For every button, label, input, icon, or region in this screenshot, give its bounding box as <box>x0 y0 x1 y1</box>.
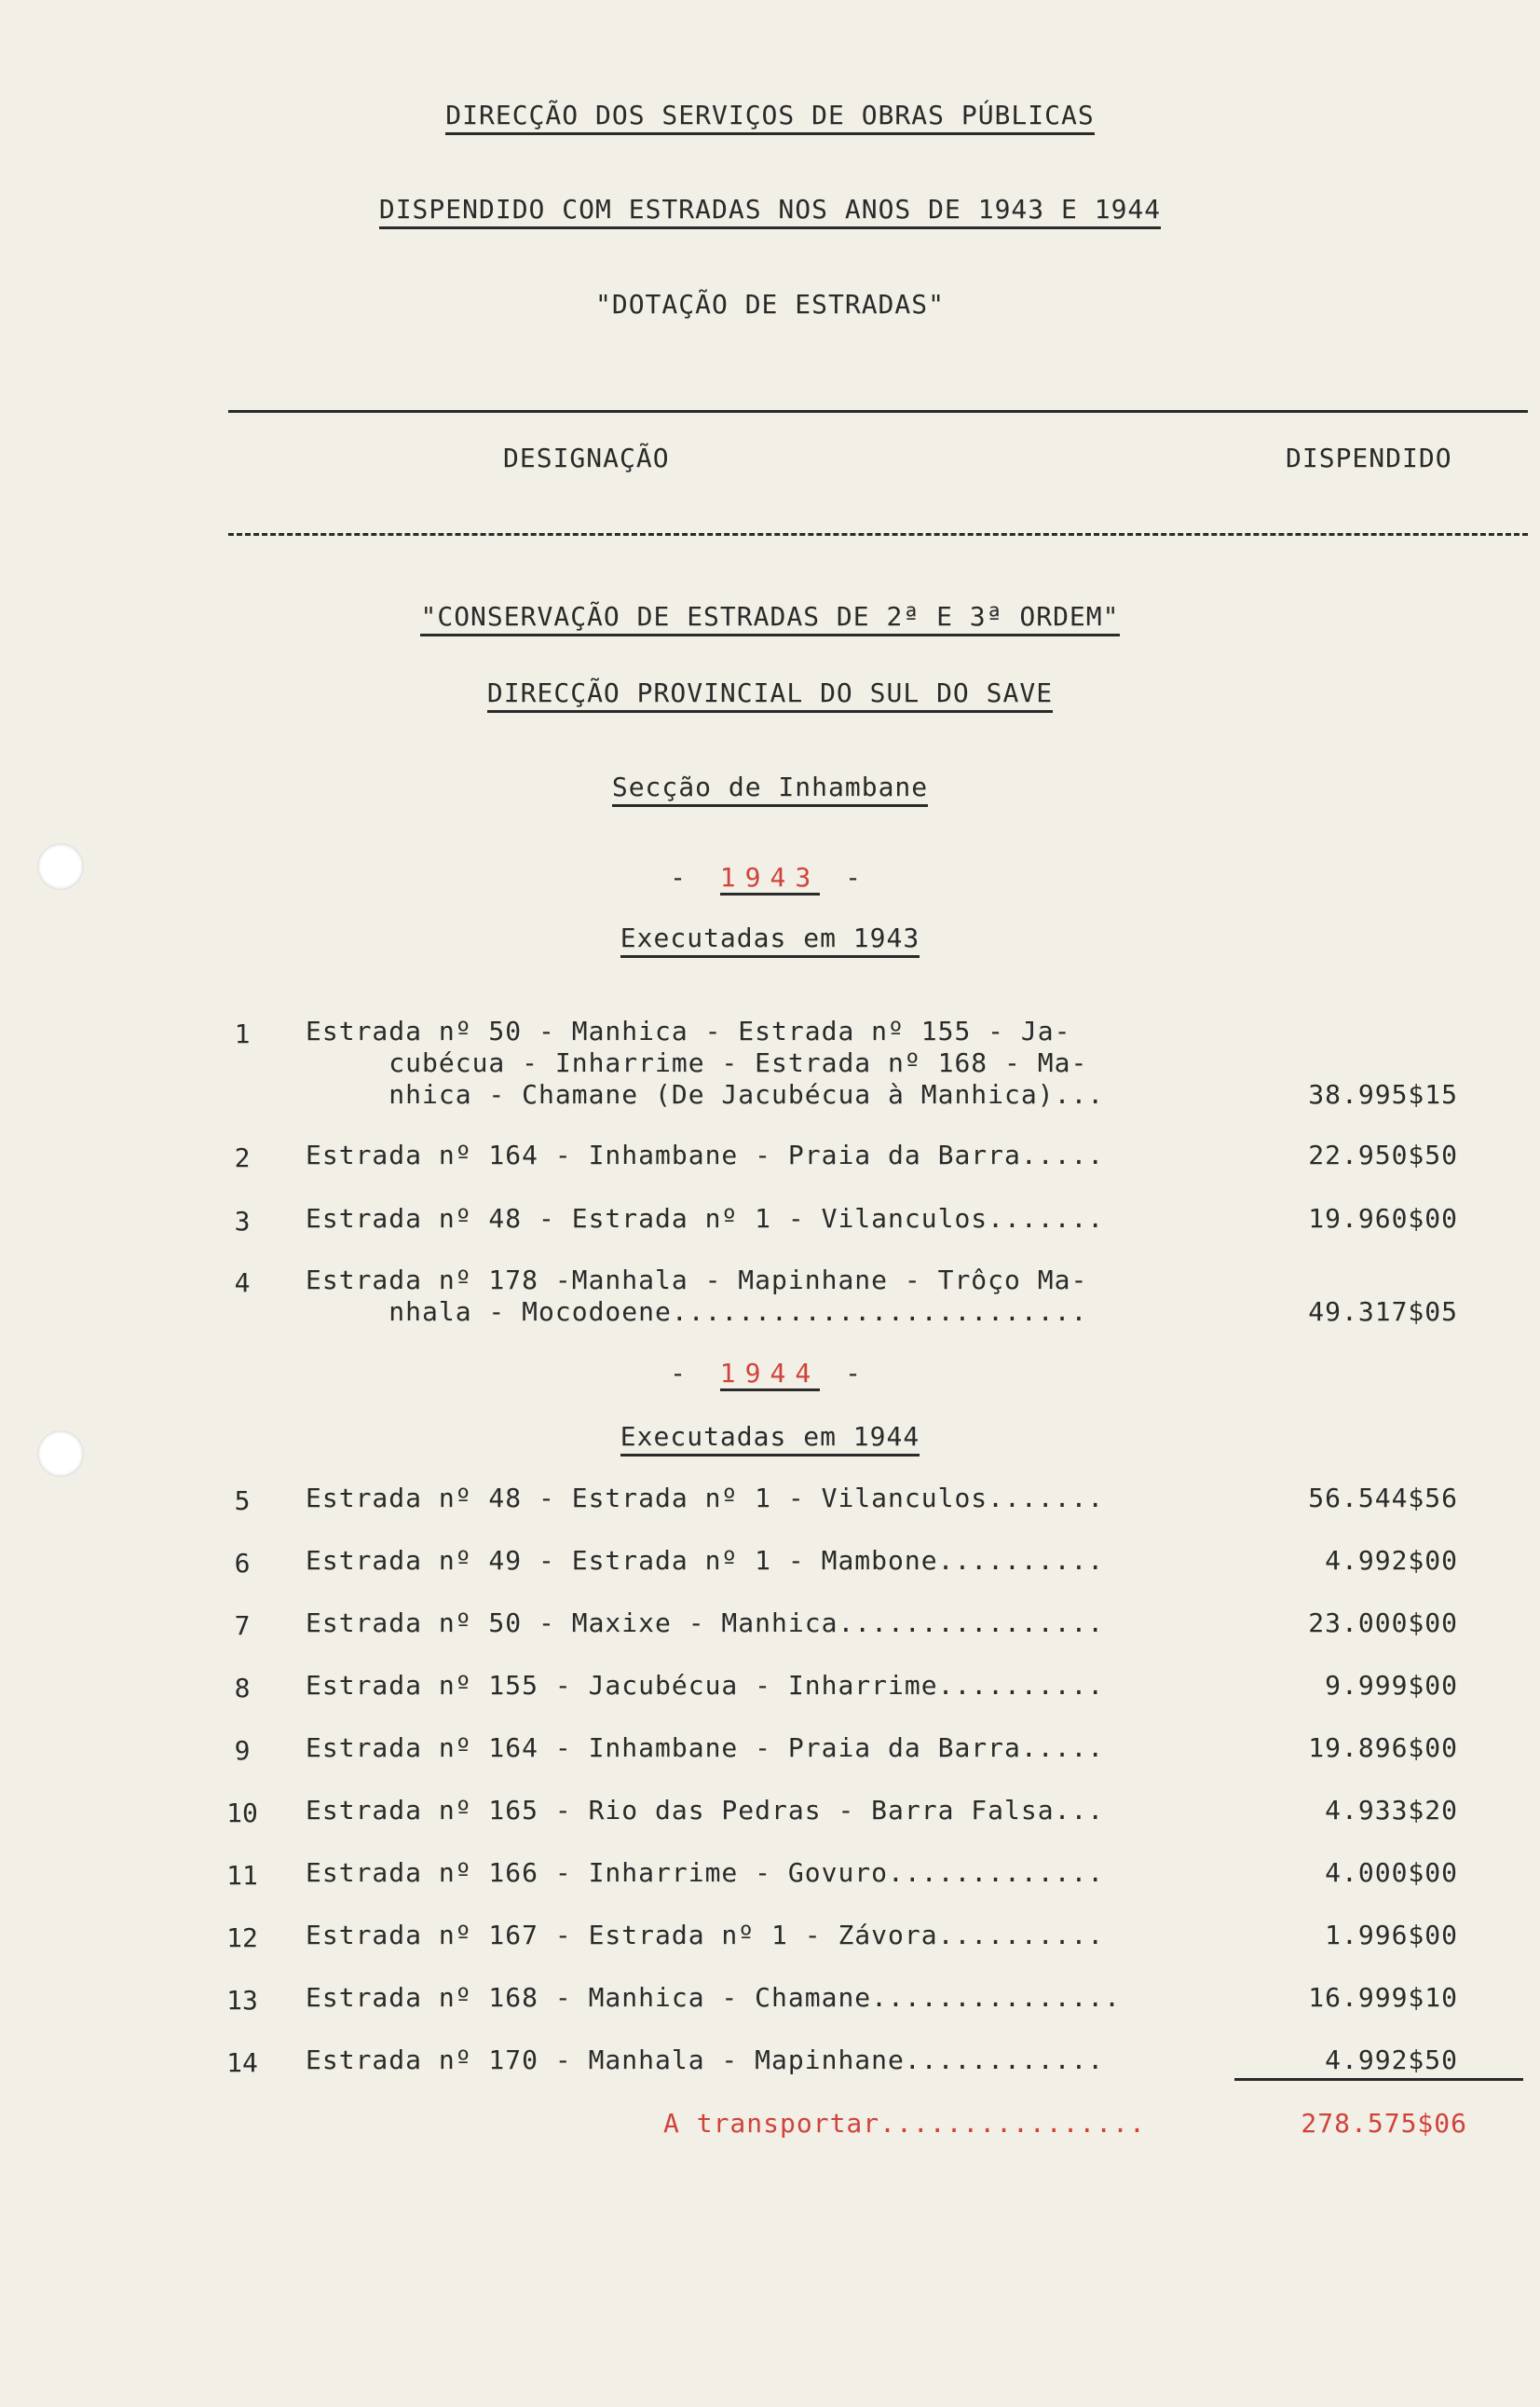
carry-forward-label: A transportar................ <box>663 2108 1146 2139</box>
row-number: 8 <box>234 1673 251 1703</box>
header-line-3: "DOTAÇÃO DE ESTRADAS" <box>594 289 945 320</box>
column-header-dispendido: DISPENDIDO <box>1286 443 1452 473</box>
row-description: Estrada nº 50 - Manhica - Estrada nº 155 - Ja- cubécua - Inharrime - Estrada nº 168 - Ma- nhica - Chamane (De Jacubécua à Manhica)... <box>306 1016 1105 1110</box>
row-description: Estrada nº 48 - Estrada nº 1 - Vilanculos....... <box>306 1483 1105 1513</box>
header-subtitle <box>0 194 1540 229</box>
year-1944-digits: 1944 <box>720 1358 820 1391</box>
row-number: 4 <box>234 1267 251 1298</box>
year-1943-dash-right: - <box>845 862 870 893</box>
row-description: Estrada nº 50 - Maxixe - Manhica................ <box>306 1607 1105 1638</box>
row-number: 11 <box>226 1860 258 1891</box>
row-number: 7 <box>234 1610 251 1641</box>
row-amount: 22.950$50 <box>1308 1140 1458 1170</box>
row-number: 2 <box>234 1142 251 1173</box>
row-description: Estrada nº 49 - Estrada nº 1 - Mambone.......... <box>306 1545 1105 1576</box>
row-description: Estrada nº 48 - Estrada nº 1 - Vilanculos....... <box>306 1203 1105 1234</box>
subtotal-rule <box>1234 2078 1523 2081</box>
column-header-designacao: DESIGNAÇÃO <box>503 443 670 473</box>
row-number: 3 <box>234 1206 251 1237</box>
row-number: 12 <box>226 1922 258 1953</box>
section-title <box>0 601 1540 636</box>
year-1943-dash-left: - <box>670 862 695 893</box>
seccao-heading-text: Secção de Inhambane <box>612 772 928 807</box>
row-number: 5 <box>234 1485 251 1516</box>
row-description: Estrada nº 165 - Rio das Pedras - Barra Falsa... <box>306 1795 1105 1826</box>
row-description: Estrada nº 178 -Manhala - Mapinhane - Trôço Ma- nhala - Mocodoene......................... <box>306 1265 1088 1327</box>
row-number: 10 <box>226 1798 258 1828</box>
section-title-text: "CONSERVAÇÃO DE ESTRADAS DE 2ª E 3ª ORDEM" <box>420 601 1119 636</box>
row-number: 13 <box>226 1985 258 2016</box>
row-amount: 19.960$00 <box>1308 1203 1458 1234</box>
year-1943-digits: 1943 <box>720 862 820 896</box>
executadas-1943-text: Executadas em 1943 <box>620 923 920 958</box>
seccao-heading <box>0 772 1540 807</box>
executadas-1944-heading <box>0 1421 1540 1457</box>
row-number: 9 <box>234 1735 251 1766</box>
row-description: Estrada nº 164 - Inhambane - Praia da Barra..... <box>306 1140 1105 1170</box>
header-dotacao <box>0 289 1540 320</box>
year-1944-dash-left: - <box>670 1358 695 1388</box>
table-top-rule <box>228 410 1528 413</box>
year-1944-marker <box>0 1358 1540 1388</box>
section-subtitle-text: DIRECÇÃO PROVINCIAL DO SUL DO SAVE <box>487 677 1053 713</box>
carry-forward-total: 278.575$06 <box>1301 2108 1467 2139</box>
row-amount: 9.999$00 <box>1325 1670 1458 1701</box>
row-amount: 4.992$50 <box>1325 2045 1458 2075</box>
row-amount: 56.544$56 <box>1308 1483 1458 1513</box>
row-amount: 19.896$00 <box>1308 1732 1458 1763</box>
table-header-rule <box>228 533 1528 536</box>
row-description: Estrada nº 166 - Inharrime - Govuro............. <box>306 1857 1105 1888</box>
row-description: Estrada nº 164 - Inhambane - Praia da Barra..... <box>306 1732 1105 1763</box>
header-line-1: DIRECÇÃO DOS SERVIÇOS DE OBRAS PÚBLICAS <box>445 100 1094 135</box>
row-amount: 23.000$00 <box>1308 1607 1458 1638</box>
row-amount: 1.996$00 <box>1325 1920 1458 1950</box>
row-number: 1 <box>234 1019 251 1049</box>
row-description: Estrada nº 170 - Manhala - Mapinhane............ <box>306 2045 1105 2075</box>
section-subtitle <box>0 677 1540 713</box>
row-description: Estrada nº 168 - Manhica - Chamane............... <box>306 1982 1122 2013</box>
year-1943-marker <box>0 862 1540 893</box>
row-amount: 38.995$15 <box>1308 1079 1458 1110</box>
row-amount: 4.933$20 <box>1325 1795 1458 1826</box>
row-description: Estrada nº 155 - Jacubécua - Inharrime.......... <box>306 1670 1105 1701</box>
year-1944-dash-right: - <box>845 1358 870 1388</box>
executadas-1944-text: Executadas em 1944 <box>620 1421 920 1457</box>
row-amount: 4.000$00 <box>1325 1857 1458 1888</box>
row-description: Estrada nº 167 - Estrada nº 1 - Závora.......... <box>306 1920 1105 1950</box>
header-line-2: DISPENDIDO COM ESTRADAS NOS ANOS DE 1943 E 1944 <box>379 194 1161 229</box>
row-number: 14 <box>226 2047 258 2078</box>
row-amount: 49.317$05 <box>1308 1296 1458 1327</box>
executadas-1943-heading <box>0 923 1540 958</box>
row-amount: 4.992$00 <box>1325 1545 1458 1576</box>
row-amount: 16.999$10 <box>1308 1982 1458 2013</box>
row-number: 6 <box>234 1548 251 1579</box>
header-title <box>0 100 1540 135</box>
